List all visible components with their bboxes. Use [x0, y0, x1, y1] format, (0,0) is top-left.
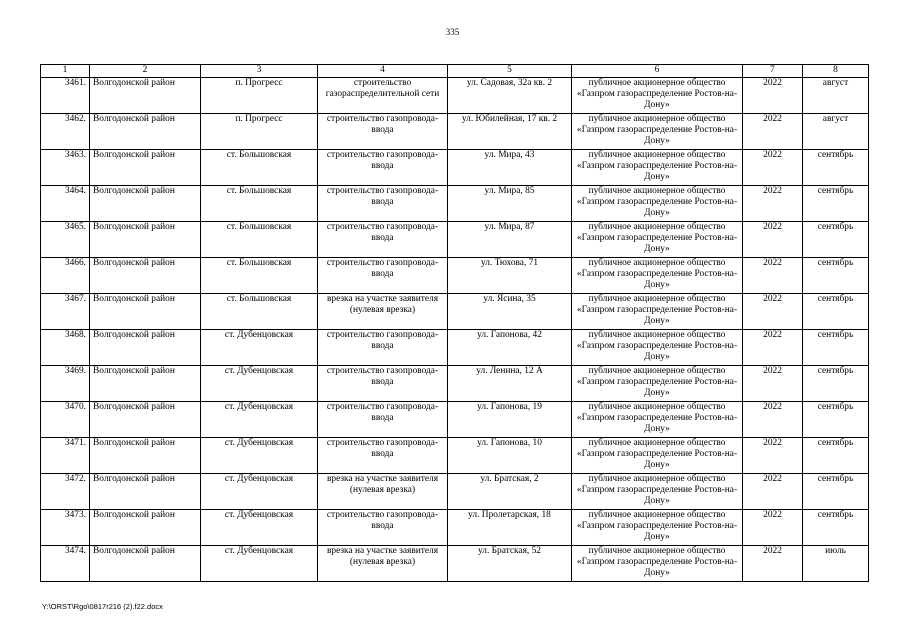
table-row — [41, 258, 869, 294]
month-cell: сентябрь — [803, 438, 869, 474]
month-cell: сентябрь — [803, 402, 869, 438]
address-cell: ул. Тюхова, 71 — [448, 258, 572, 294]
district-cell: Волгодонской район — [90, 438, 201, 474]
organization-cell: публичное акционерное общество «Газпром газораспределение Ростов-на-Дону» — [572, 258, 743, 294]
district-cell: Волгодонской район — [90, 114, 201, 150]
address-cell: ул. Гапонова, 19 — [448, 402, 572, 438]
year-cell: 2022 — [743, 150, 803, 186]
table-row — [41, 114, 869, 150]
column-number: 8 — [803, 65, 869, 78]
month-cell: сентябрь — [803, 366, 869, 402]
table-row — [41, 402, 869, 438]
month-cell: август — [803, 114, 869, 150]
organization-cell: публичное акционерное общество «Газпром газораспределение Ростов-на-Дону» — [572, 366, 743, 402]
organization-cell: публичное акционерное общество «Газпром газораспределение Ростов-на-Дону» — [572, 474, 743, 510]
table-row — [41, 186, 869, 222]
column-number: 1 — [41, 65, 90, 78]
address-cell: ул. Мира, 85 — [448, 186, 572, 222]
year-cell: 2022 — [743, 114, 803, 150]
work-type-cell: строительство газопровода-ввода — [318, 258, 448, 294]
district-cell: Волгодонской район — [90, 150, 201, 186]
month-cell: сентябрь — [803, 474, 869, 510]
work-type-cell: строительство газопровода-ввода — [318, 330, 448, 366]
work-type-cell: строительство газопровода-ввода — [318, 366, 448, 402]
district-cell: Волгодонской район — [90, 474, 201, 510]
table-row — [41, 150, 869, 186]
year-cell: 2022 — [743, 186, 803, 222]
work-type-cell: строительство газопровода-ввода — [318, 186, 448, 222]
year-cell: 2022 — [743, 546, 803, 582]
address-cell: ул. Садовая, 32а кв. 2 — [448, 78, 572, 114]
address-cell: ул. Ясина, 35 — [448, 294, 572, 330]
settlement-cell: ст. Дубенцовская — [201, 474, 318, 510]
organization-cell: публичное акционерное общество «Газпром газораспределение Ростов-на-Дону» — [572, 78, 743, 114]
address-cell: ул. Мира, 87 — [448, 222, 572, 258]
table-row — [41, 474, 869, 510]
settlement-cell: ст. Дубенцовская — [201, 546, 318, 582]
row-number: 3473. — [41, 510, 90, 546]
district-cell: Волгодонской район — [90, 402, 201, 438]
table-row — [41, 222, 869, 258]
work-type-cell: врезка на участке заявителя (нулевая врезка) — [318, 294, 448, 330]
month-cell: сентябрь — [803, 510, 869, 546]
year-cell: 2022 — [743, 330, 803, 366]
row-number: 3468. — [41, 330, 90, 366]
district-cell: Волгодонской район — [90, 222, 201, 258]
settlement-cell: ст. Большовская — [201, 186, 318, 222]
column-number: 2 — [90, 65, 201, 78]
table-row — [41, 294, 869, 330]
organization-cell: публичное акционерное общество «Газпром газораспределение Ростов-на-Дону» — [572, 330, 743, 366]
month-cell: август — [803, 78, 869, 114]
address-cell: ул. Братская, 52 — [448, 546, 572, 582]
organization-cell: публичное акционерное общество «Газпром газораспределение Ростов-на-Дону» — [572, 438, 743, 474]
organization-cell: публичное акционерное общество «Газпром газораспределение Ростов-на-Дону» — [572, 222, 743, 258]
settlement-cell: ст. Дубенцовская — [201, 438, 318, 474]
year-cell: 2022 — [743, 510, 803, 546]
district-cell: Волгодонской район — [90, 546, 201, 582]
month-cell: сентябрь — [803, 222, 869, 258]
year-cell: 2022 — [743, 294, 803, 330]
year-cell: 2022 — [743, 222, 803, 258]
row-number: 3471. — [41, 438, 90, 474]
row-number: 3462. — [41, 114, 90, 150]
month-cell: сентябрь — [803, 330, 869, 366]
file-path-footer: Y:\ORST\Rgo\0817r216 (2).f22.docx — [42, 602, 163, 611]
district-cell: Волгодонской район — [90, 294, 201, 330]
district-cell: Волгодонской район — [90, 78, 201, 114]
work-type-cell: строительство газопровода-ввода — [318, 510, 448, 546]
work-type-cell: врезка на участке заявителя (нулевая врезка) — [318, 474, 448, 510]
table-row — [41, 510, 869, 546]
year-cell: 2022 — [743, 258, 803, 294]
column-number: 7 — [743, 65, 803, 78]
settlement-cell: ст. Дубенцовская — [201, 330, 318, 366]
row-number: 3474. — [41, 546, 90, 582]
address-cell: ул. Мира, 43 — [448, 150, 572, 186]
work-type-cell: строительство газопровода-ввода — [318, 402, 448, 438]
row-number: 3469. — [41, 366, 90, 402]
month-cell: сентябрь — [803, 186, 869, 222]
table-row — [41, 78, 869, 114]
district-cell: Волгодонской район — [90, 330, 201, 366]
settlement-cell: ст. Большовская — [201, 150, 318, 186]
column-number: 4 — [318, 65, 448, 78]
work-type-cell: строительство газопровода-ввода — [318, 438, 448, 474]
page-number: 335 — [445, 27, 460, 37]
settlement-cell: ст. Дубенцовская — [201, 402, 318, 438]
column-number: 3 — [201, 65, 318, 78]
organization-cell: публичное акционерное общество «Газпром газораспределение Ростов-на-Дону» — [572, 186, 743, 222]
table-row — [41, 546, 869, 582]
settlement-cell: ст. Большовская — [201, 222, 318, 258]
settlement-cell: ст. Дубенцовская — [201, 366, 318, 402]
row-number: 3465. — [41, 222, 90, 258]
district-cell: Волгодонской район — [90, 258, 201, 294]
row-number: 3470. — [41, 402, 90, 438]
gasification-table — [40, 64, 869, 582]
row-number: 3463. — [41, 150, 90, 186]
district-cell: Волгодонской район — [90, 186, 201, 222]
month-cell: июль — [803, 546, 869, 582]
address-cell: ул. Юбилейная, 17 кв. 2 — [448, 114, 572, 150]
organization-cell: публичное акционерное общество «Газпром газораспределение Ростов-на-Дону» — [572, 294, 743, 330]
address-cell: ул. Гапонова, 42 — [448, 330, 572, 366]
work-type-cell: врезка на участке заявителя (нулевая врезка) — [318, 546, 448, 582]
settlement-cell: п. Прогресс — [201, 78, 318, 114]
row-number: 3467. — [41, 294, 90, 330]
work-type-cell: строительство газопровода-ввода — [318, 222, 448, 258]
organization-cell: публичное акционерное общество «Газпром газораспределение Ростов-на-Дону» — [572, 150, 743, 186]
column-number: 6 — [572, 65, 743, 78]
settlement-cell: ст. Большовская — [201, 294, 318, 330]
row-number: 3464. — [41, 186, 90, 222]
address-cell: ул. Братская, 2 — [448, 474, 572, 510]
table-row — [41, 366, 869, 402]
year-cell: 2022 — [743, 402, 803, 438]
year-cell: 2022 — [743, 78, 803, 114]
settlement-cell: ст. Дубенцовская — [201, 510, 318, 546]
row-number: 3461. — [41, 78, 90, 114]
address-cell: ул. Гапонова, 10 — [448, 438, 572, 474]
column-number-row — [41, 65, 869, 78]
work-type-cell: строительство газопровода-ввода — [318, 114, 448, 150]
organization-cell: публичное акционерное общество «Газпром газораспределение Ростов-на-Дону» — [572, 402, 743, 438]
organization-cell: публичное акционерное общество «Газпром газораспределение Ростов-на-Дону» — [572, 546, 743, 582]
month-cell: сентябрь — [803, 294, 869, 330]
month-cell: сентябрь — [803, 258, 869, 294]
district-cell: Волгодонской район — [90, 510, 201, 546]
organization-cell: публичное акционерное общество «Газпром газораспределение Ростов-на-Дону» — [572, 114, 743, 150]
district-cell: Волгодонской район — [90, 366, 201, 402]
year-cell: 2022 — [743, 438, 803, 474]
year-cell: 2022 — [743, 366, 803, 402]
address-cell: ул. Ленина, 12 А — [448, 366, 572, 402]
table-row — [41, 330, 869, 366]
address-cell: ул. Пролетарская, 18 — [448, 510, 572, 546]
work-type-cell: строительство газораспределительной сети — [318, 78, 448, 114]
settlement-cell: п. Прогресс — [201, 114, 318, 150]
settlement-cell: ст. Большовская — [201, 258, 318, 294]
row-number: 3472. — [41, 474, 90, 510]
table-row — [41, 438, 869, 474]
organization-cell: публичное акционерное общество «Газпром газораспределение Ростов-на-Дону» — [572, 510, 743, 546]
work-type-cell: строительство газопровода-ввода — [318, 150, 448, 186]
column-number: 5 — [448, 65, 572, 78]
row-number: 3466. — [41, 258, 90, 294]
month-cell: сентябрь — [803, 150, 869, 186]
year-cell: 2022 — [743, 474, 803, 510]
